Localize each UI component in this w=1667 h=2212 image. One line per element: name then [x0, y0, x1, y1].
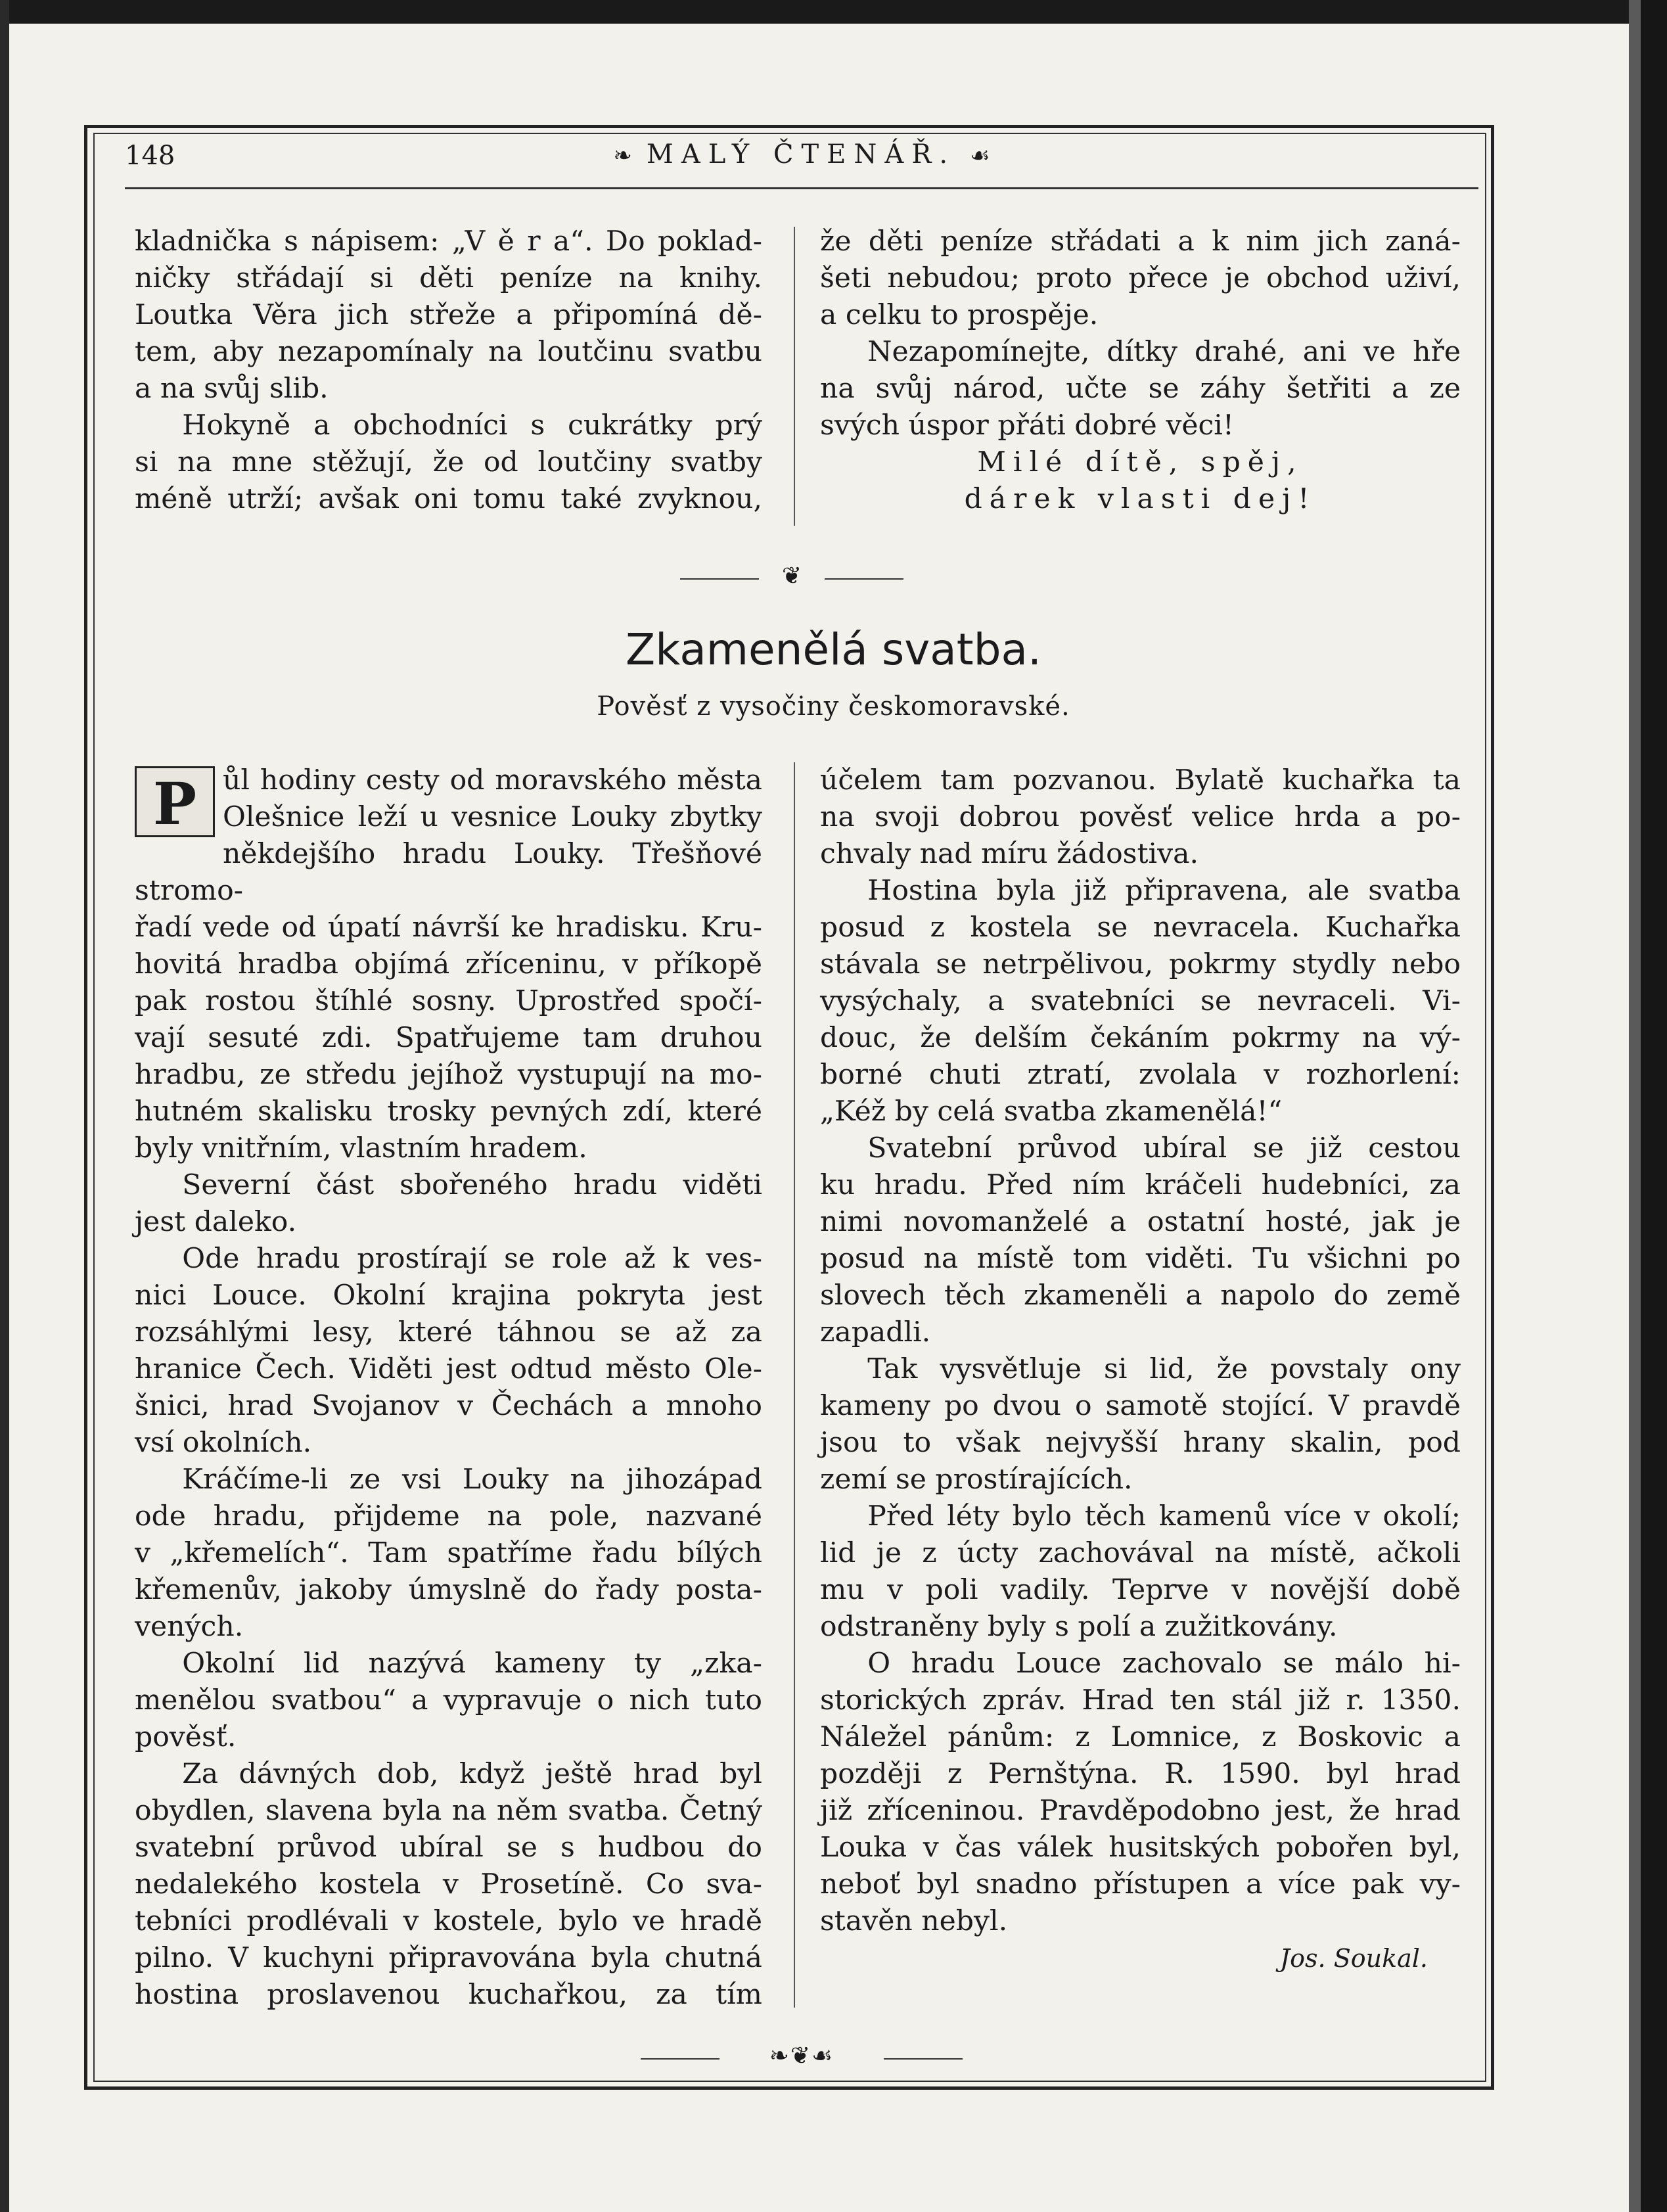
page-number: 148 — [125, 141, 175, 171]
text-line: borné chuti ztratí, zvolala v rozhorlení: — [820, 1059, 1461, 1091]
scan-border-right-shadow — [1629, 0, 1641, 2212]
text-line: hovitá hradba objímá zříceninu, v příkopě — [135, 948, 762, 980]
column-rule-top — [794, 227, 795, 526]
running-title — [125, 139, 1478, 170]
end-fleuron-icon: ❧❦☙ — [769, 2042, 834, 2069]
author-signature: Jos. Soukal. — [1279, 1944, 1428, 1973]
text-line: Hokyně a obchodníci s cukrátky prý — [182, 409, 762, 442]
text-line: méně utrží; avšak oni tomu také zvyknou, — [135, 483, 762, 515]
scan-border-right — [1641, 0, 1667, 2212]
text-line: neboť byl snadno přístupen a více pak vy- — [820, 1868, 1461, 1901]
text-line: slovech těch zkameněli a napolo do země — [820, 1279, 1461, 1312]
magazine-title: MALÝ ČTENÁŘ. — [646, 139, 956, 170]
previous-article-right-column — [820, 223, 1461, 518]
text-line: v „křemelích“. Tam spatříme řadu bílých — [135, 1537, 762, 1569]
text-line: posud z kostela se nevracela. Kuchařka — [820, 911, 1461, 944]
header-rule — [125, 187, 1478, 189]
text-line: kladnička s nápisem: „V ě r a“. Do poklad- — [135, 225, 762, 258]
text-line: hradbu, ze středu jejíhož vystupují na mo- — [135, 1059, 762, 1091]
ornament-right-icon: ☙ — [970, 143, 990, 169]
text-line: Hostina byla již připravena, ale svatba — [867, 875, 1461, 907]
text-line: Olešnice leží u vesnice Louky zbytky — [223, 801, 762, 833]
text-line: účelem tam pozvanou. Bylatě kuchařka ta — [820, 764, 1461, 796]
text-line: vysýchaly, a svatebníci se nevraceli. Vi- — [820, 985, 1461, 1017]
text-line: pilno. V kuchyni připravována byla chutná — [135, 1942, 762, 1974]
text-line: pak rostou štíhlé sosny. Uprostřed spočí- — [135, 985, 762, 1017]
text-line: zapadli. — [820, 1316, 931, 1348]
article-left-column — [135, 762, 762, 2014]
column-rule-main — [794, 762, 795, 2008]
text-line: obydlen, slavena byla na něm svatba. Četný — [135, 1795, 762, 1827]
text-line: nimi novomanželé a ostatní hosté, jak je — [820, 1206, 1461, 1238]
text-line: rozsáhlými lesy, které táhnou se až za — [135, 1316, 762, 1348]
section-divider — [680, 565, 903, 591]
text-line: zemí se prostírajících. — [820, 1463, 1133, 1496]
text-line: svých úspor přáti dobré věci! — [820, 409, 1234, 442]
text-line: šnici, hrad Svojanov v Čechách a mnoho — [135, 1390, 762, 1422]
text-line: ničky střádají si děti peníze na knihy. — [135, 262, 762, 294]
text-line: posud na místě tom viděti. Tu všichni po — [820, 1243, 1461, 1275]
scan-border-left — [0, 0, 9, 2212]
text-line: šeti nebudou; proto přece je obchod uživí, — [820, 262, 1461, 294]
text-line: křemenův, jakoby úmyslně do řady posta- — [135, 1574, 762, 1606]
end-divider — [641, 2044, 963, 2070]
motto-line: dárek vlasti dej! — [964, 483, 1317, 515]
text-line: Ode hradu prostírají se role až k ves- — [182, 1243, 762, 1275]
text-line: lid je z úcty zachovával na místě, ačkoli — [820, 1537, 1461, 1569]
text-line: hranice Čech. Viděti jest odtud město Ole- — [135, 1353, 762, 1385]
text-line: storických zpráv. Hrad ten stál již r. 1350. — [820, 1684, 1461, 1717]
text-line: O hradu Louce zachovalo se málo hi- — [867, 1647, 1461, 1680]
text-line: na svůj národ, učte se záhy šetřiti a ze — [820, 373, 1461, 405]
drop-cap: P — [135, 766, 215, 837]
running-header — [125, 137, 1478, 176]
article-right-column — [820, 762, 1461, 1977]
text-line: řadí vede od úpatí návrší ke hradisku. Kru- — [135, 911, 762, 944]
text-line: si na mne stěžují, že od loutčiny svatby — [135, 446, 762, 478]
scan-border-top — [0, 0, 1667, 24]
text-line: stavěn nebyl. — [820, 1905, 1008, 1937]
text-line: jest daleko. — [135, 1206, 297, 1238]
text-line: později z Pernštýna. R. 1590. byl hrad — [820, 1758, 1461, 1790]
text-line: jsou to však nejvyšší hrany skalin, pod — [820, 1427, 1461, 1459]
text-line: Okolní lid nazývá kameny ty „zka- — [182, 1647, 762, 1680]
text-line: odstraněny byly s polí a zužitkovány. — [820, 1611, 1338, 1643]
text-line: na svoji dobrou pověsť velice hrda a po- — [820, 801, 1461, 833]
text-line: Svatební průvod ubíral se již cestou — [867, 1132, 1461, 1164]
text-line: ode hradu, přijdeme na pole, nazvané — [135, 1500, 762, 1532]
text-line: kameny po dvou o samotě stojící. V pravdě — [820, 1390, 1461, 1422]
text-line: Loutka Věra jich střeže a připomíná dě- — [135, 299, 762, 331]
text-line: ůl hodiny cesty od moravského města — [223, 764, 762, 796]
article-title: Zkamenělá svatba. — [626, 624, 1041, 675]
text-line: hostina proslavenou kuchařkou, za tím — [135, 1979, 762, 2011]
text-line: Nezapomínejte, dítky drahé, ani ve hře — [867, 336, 1461, 368]
text-line: pověsť. — [135, 1721, 237, 1753]
text-line: Louka v čas válek husitských pobořen byl, — [820, 1832, 1461, 1864]
text-line: Před léty bylo těch kamenů více v okolí; — [867, 1500, 1461, 1532]
text-line: menělou svatbou“ a vypravuje o nich tuto — [135, 1684, 762, 1717]
text-line: mu v poli vadily. Teprve v novější době — [820, 1574, 1461, 1606]
previous-article-left-column — [135, 223, 762, 518]
fleuron-icon: ❦ — [781, 563, 802, 589]
ornament-left-icon: ❧ — [613, 143, 632, 169]
text-line: a na svůj slib. — [135, 373, 329, 405]
text-line: Severní část sbořeného hradu viděti — [182, 1169, 762, 1201]
text-line: Za dávných dob, když ještě hrad byl — [182, 1758, 762, 1790]
text-line: a celku to prospěje. — [820, 299, 1099, 331]
article-subtitle: Pověsť z vysočiny českomoravské. — [597, 691, 1070, 722]
text-line: že děti peníze střádati a k nim jich zaná- — [820, 225, 1461, 258]
text-line: někdejšího hradu Louky. Třešňové stromo- — [135, 838, 762, 907]
text-line: Kráčíme-li ze vsi Louky na jihozápad — [182, 1463, 762, 1496]
text-line: vají sesuté zdi. Spatřujeme tam druhou — [135, 1022, 762, 1054]
text-line: Náležel pánům: z Lomnice, z Boskovic a — [820, 1721, 1461, 1753]
text-line: ku hradu. Před ním kráčeli hudebníci, za — [820, 1169, 1461, 1201]
text-line: stávala se netrpělivou, pokrmy stydly nebo — [820, 948, 1461, 980]
motto-line: Milé dítě, spěj, — [977, 446, 1304, 478]
text-line: nici Louce. Okolní krajina pokryta jest — [135, 1279, 762, 1312]
text-line: chvaly nad míru žádostiva. — [820, 838, 1199, 870]
text-line: vsí okolních. — [135, 1427, 312, 1459]
text-line: douc, že delším čekáním pokrmy na vý- — [820, 1022, 1461, 1054]
text-line: hutném skalisku trosky pevných zdí, které — [135, 1095, 762, 1128]
text-line: „Kéž by celá svatba zkamenělá!“ — [820, 1095, 1283, 1128]
text-line: byly vnitřním, vlastním hradem. — [135, 1132, 587, 1164]
text-line: již zříceninou. Pravděpodobno jest, že hrad — [820, 1795, 1461, 1827]
text-line: nedalekého kostela v Prosetíně. Co sva- — [135, 1868, 762, 1901]
text-line: tebníci prodlévali v kostele, bylo ve hradě — [135, 1905, 762, 1937]
text-line: vených. — [135, 1611, 244, 1643]
text-line: tem, aby nezapomínaly na loutčinu svatbu — [135, 336, 762, 368]
text-line: Tak vysvětluje si lid, že povstaly ony — [867, 1353, 1461, 1385]
text-line: svatební průvod ubíral se s hudbou do — [135, 1832, 762, 1864]
